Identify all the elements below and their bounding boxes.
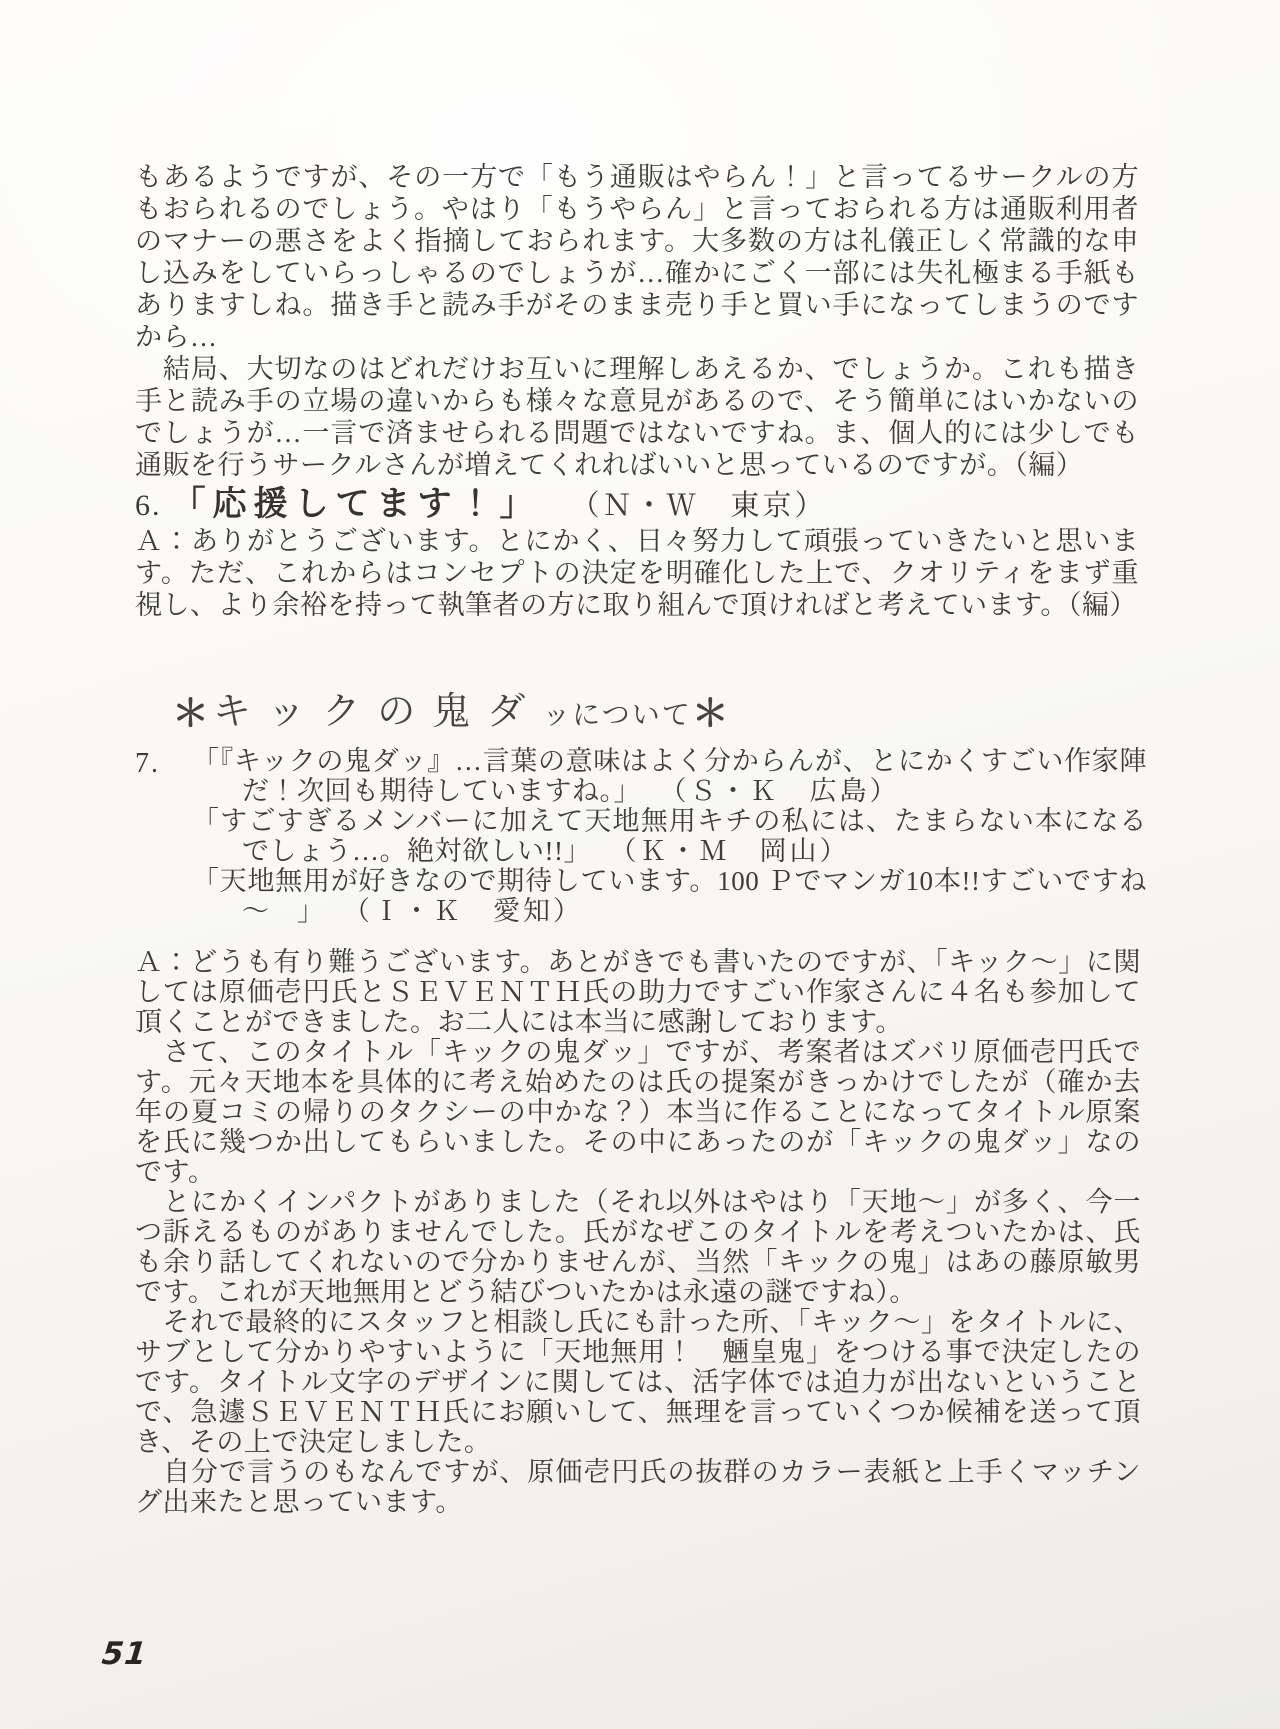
quote-text: 「『キックの鬼ダッ』…言葉の意味はよく分からんが、とにかくすごい作家陣だ！次回も期待していますね。」 — [192, 746, 1147, 806]
answer-paragraph: 自分で言うのもなんですが、原価壱円氏の抜群のカラー表紙と上手くマッチング出来たと思っています。 — [135, 1457, 1141, 1517]
answer-paragraph: Ａ：どうも有り難うございます。あとがきでも書いたのですが、「キック～」に関しては原価壱円氏とＳＥＶＥＮＴＨ氏の助力ですごい作家さんに４名も参加して頂くことができました。お二人には本当に感謝しております。 — [135, 947, 1141, 1037]
section-title-main: キックの鬼ダ — [213, 691, 543, 733]
reader-quote — [192, 746, 1147, 806]
answer-paragraph: とにかくインパクトがありました（それ以外はやはり「天地～」が多く、今一つ訴えるものがありませんでした。氏がなぜこのタイトルを考えついたかは、氏も余り話してくれないので分かりませんが、当然「キックの鬼」はあの藤原敏男です。これが天地無用とどう結びついたかは永遠の謎ですね）。 — [135, 1187, 1141, 1307]
quote-text: 「天地無用が好きなので期待しています。100 Ｐでマンガ10本!!すごいですね～ 」 — [192, 866, 1147, 926]
asterisk-left-mark: ＊ — [172, 694, 209, 735]
answer-paragraph: それで最終的にスタッフと相談し氏にも計った所、「キック～」をタイトルに、サブとして分かりやすいように「天地無用！ 魎皇鬼」をつける事で決定したのです。タイトル文字のデザインに関しては、活字体では迫力が出ないということで、急遽ＳＥＶＥＮＴＨ氏にお願いして、無理を言っていくつか候補を送って頂き、その上で決定しました。 — [135, 1307, 1141, 1457]
asterisk-right-mark: ＊ — [691, 694, 729, 735]
paragraph: もあるようですが、その一方で「もう通販はやらん！」と言ってるサークルの方もおられるのでしょう。やはり「もうやらん」と言っておられる方は通販利用者のマナーの悪さをよく指摘しておられます。大多数の方は礼儀正しく常識的な申し込みをしていらっしゃるのでしょうが…確かにごく一部には失礼極まる手紙もありますしね。描き手と読み手がそのまま売り手と買い手になってしまうのですから… — [135, 162, 1139, 352]
reader-quote — [192, 806, 1147, 866]
reader-quotes-list — [192, 746, 1147, 926]
paragraph: 結局、大切なのはどれだけお互いに理解しあえるか、でしょうか。これも描き手と読み手の立場の違いからも様々な意見があるので、そう簡単にはいかないのでしょうが…一言で済ませられる問題ではないですね。ま、個人的には少しでも通販を行うサークルさんが増えてくれればいいと思っているのですが。（編） — [135, 354, 1139, 480]
answer-paragraph: さて、このタイトル「キックの鬼ダッ」ですが、考案者はズバリ原価壱円氏です。元々天地本を具体的に考え始めたのは氏の提案がきっかけでしたが（確か去年の夏コミの帰りのタクシーの中かな？）本当に作ることになってタイトル原案を氏に幾つか出してもらいました。その中にあったのが「キックの鬼ダッ」なのです。 — [135, 1037, 1141, 1187]
question-7-number: 7. — [135, 748, 160, 779]
question-6-answer: Ａ：ありがとうございます。とにかく、日々努力して頑張っていきたいと思います。ただ、これからはコンセプトの決定を明確化した上で、クオリティをまず重視し、より余裕を持って執筆者の方に取り組んで頂ければと考えています。（編） — [135, 526, 1139, 620]
question-6-attribution: （Ｎ・Ｗ 東京） — [570, 490, 827, 522]
reader-quote — [192, 866, 1147, 926]
section-heading-kick-no-oni — [172, 680, 729, 737]
section-title-small: ッについて — [542, 700, 692, 731]
question-6-section — [135, 476, 1139, 621]
quote-text: 「すごすぎるメンバーに加えて天地無用キチの私には、たまらない本になるでしょう…。絶対欲しい!!」 — [192, 806, 1147, 866]
question-7-section — [135, 746, 1147, 926]
question-6-title: 「応援してます！」 — [171, 486, 541, 523]
page-number: 51 — [100, 1636, 150, 1672]
quote-attribution: （Ｉ・Ｋ 愛知） — [356, 896, 583, 926]
quote-attribution: （Ｓ・Ｋ 広島） — [673, 776, 900, 806]
mail-order-discussion — [135, 161, 1139, 481]
question-6-number: 6. — [135, 489, 162, 522]
question-6-heading — [135, 476, 1139, 525]
question-7-answer — [135, 947, 1141, 1517]
quote-attribution: （Ｋ・Ｍ 岡山） — [622, 836, 850, 866]
